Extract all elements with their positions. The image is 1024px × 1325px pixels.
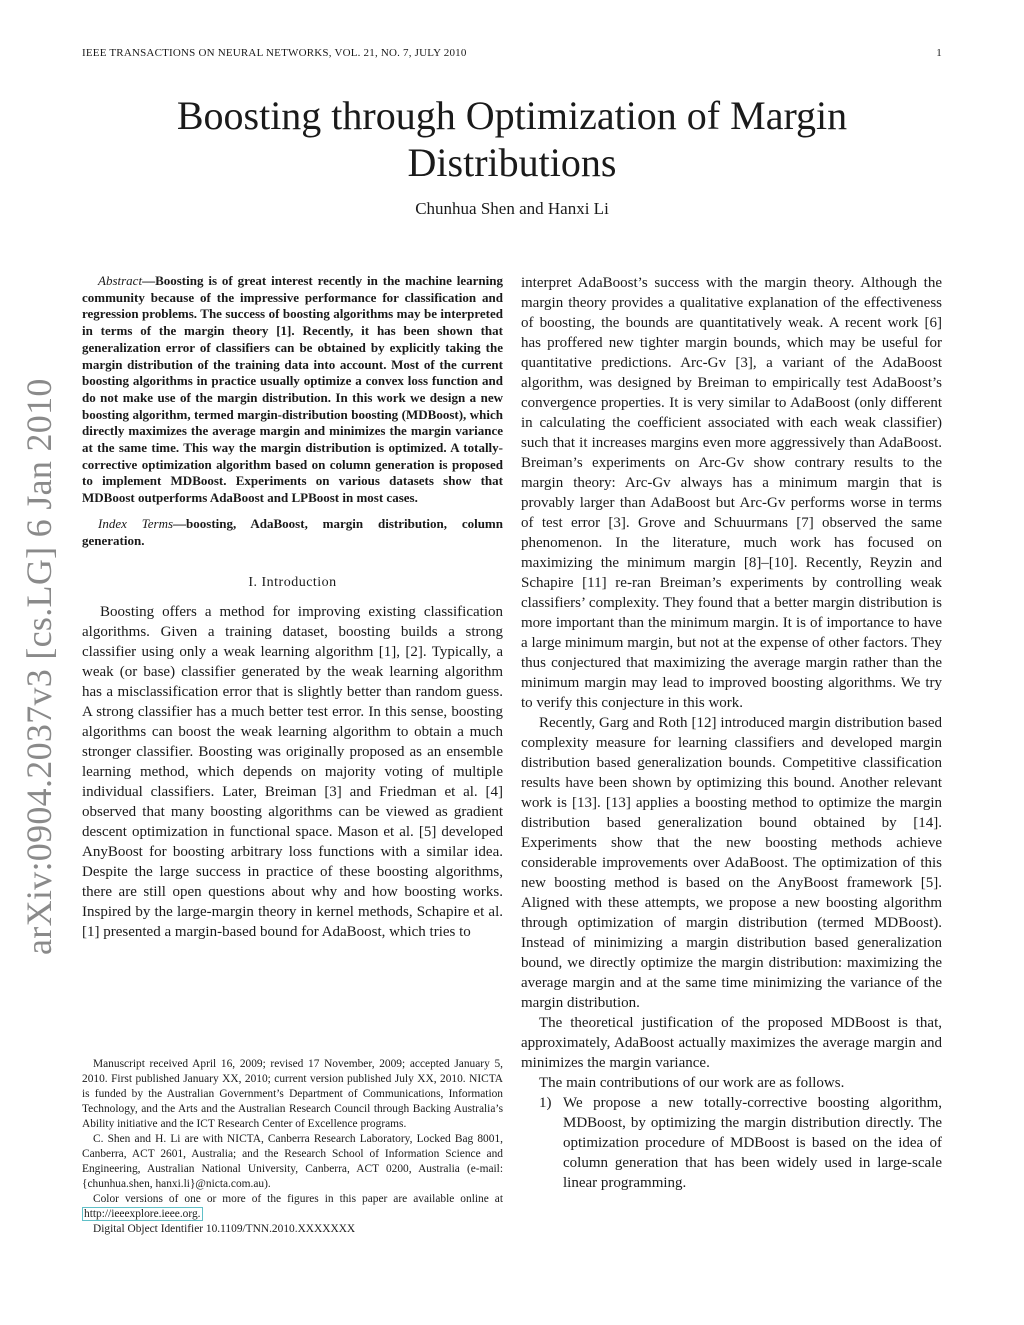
footnote-color-text: Color versions of one or more of the figures in this paper are available online at — [93, 1193, 503, 1205]
intro-body-left — [82, 602, 503, 942]
intro-paragraph-1: Boosting offers a method for improving existing classification algorithms. Given a training dataset, boosting builds a strong classifier using only a weak learning algorithm [1], [2]. Typically, a weak (or base) classifier generated by the weak learning algorithm has a misclassification error that is slightly better than random guess. A strong classifier has a much better test error. In this sense, boosting algorithms can boost the weak learning algorithm to obtain a much stronger classifier. Boosting was originally proposed as an ensemble learning method, which depends on majority voting of multiple individual classifiers. Later, Breiman [3] and Friedman et al. [4] observed that many boosting algorithms can be viewed as gradient descent optimization in functional space. Mason et al. [5] developed AnyBoost for boosting arbitrary loss functions with a similar idea. Despite the large success in practice of these boosting algorithms, there are still open questions about why and how boosting works. Inspired by the large-margin theory in kernel methods, Schapire et al. [1] presented a margin-based bound for AdaBoost, which tries to — [82, 604, 503, 941]
abstract-label: Abstract — [98, 273, 143, 288]
index-terms — [82, 516, 503, 549]
index-terms-text: —boosting, AdaBoost, margin distribution, column generation. — [82, 515, 503, 548]
journal-info: IEEE TRANSACTIONS ON NEURAL NETWORKS, VOL. 21, NO. 7, JULY 2010 — [82, 47, 467, 59]
list-item-text: We propose a new totally-corrective boosting algorithm, MDBoost, by optimizing the margin distribution directly. The optimization procedure of MDBoost is based on the idea of column generation that has been widely used in large-scale linear programming. — [563, 1095, 942, 1191]
list-item — [521, 1093, 942, 1193]
abstract — [82, 273, 503, 507]
intro-paragraph-3: The theoretical justification of the proposed MDBoost is that, approximately, AdaBoost actually maximizes the average margin and minimizes the margin variance. — [521, 1015, 942, 1071]
index-terms-label: Index Terms — [98, 515, 174, 531]
intro-paragraph-2: Recently, Garg and Roth [12] introduced margin distribution based complexity measure for learning classifiers and developed margin distribution based generalization bounds. Competitive classification results have been shown by optimizing this bound. Another relevant work is [13]. [13] applies a boosting method to optimize the margin distribution based generalization bound obtained by [14]. Experiments show that the new boosting methods achieve considerable improvements over AdaBoost. The optimization of this new boosting method is based on the AnyBoost framework [5]. Aligned with these attempts, we propose a new boosting algorithm through optimization of margin distribution (termed MDBoost). Instead of minimizing a margin distribution based generalization bound, we directly optimize the margin distribution: maximizing the average margin and at the same time minimizing the variance of the margin distribution. — [521, 715, 942, 1011]
footnote-doi: Digital Object Identifier 10.1109/TNN.2010.XXXXXXX — [93, 1223, 356, 1235]
intro-paragraph-4: The main contributions of our work are as follows. — [539, 1075, 845, 1091]
list-item-number: 1) — [539, 1095, 552, 1111]
arxiv-stamp: arXiv:0904.2037v3 [cs.LG] 6 Jan 2010 — [19, 378, 59, 955]
running-head — [82, 47, 942, 59]
footnotes — [82, 1057, 503, 1237]
ieeexplore-link[interactable]: http://ieeexplore.ieee.org. — [84, 1208, 201, 1220]
intro-body-right — [521, 273, 942, 1193]
left-column — [82, 273, 503, 942]
contributions-list — [521, 1093, 942, 1193]
footnote-manuscript: Manuscript received April 16, 2009; revised 17 November, 2009; accepted January 5, 2010. First published January XX, 2010; current version published July XX, 2010. NICTA is funded by the Australian Government’s Department of Communications, Information Technology, and the Arts and the Australian Research Council through Backing Australia’s Ability initiative and the ICT Research Center of Excellence programs. — [82, 1058, 503, 1130]
footnote-color-versions — [82, 1192, 503, 1222]
right-column — [521, 273, 942, 1193]
intro-paragraph-continued: interpret AdaBoost’s success with the margin theory. Although the margin theory provides a qualitative explanation of the effectiveness of boosting, the bounds are quantitatively weak. A recent work [6] has proffered new tighter margin bounds, which may be useful for quantitative predictions. Arc-Gv [3], a variant of the AdaBoost algorithm, was designed by Breiman to empirically test AdaBoost’s convergence properties. It is very similar to AdaBoost (only different in calculating the coefficient associated with each weak classifier) such that it increases margins even more aggressively than AdaBoost. Breiman’s experiments on Arc-Gv show contrary results to the margin theory: Arc-Gv always has a minimum margin that is provably larger than AdaBoost but Arc-Gv performs worse in terms of test error [3]. Grove and Schuurmans [7] observed the same phenomenon. In the literature, much work has focused on maximizing the minimum margin [8]–[10]. Recently, Reyzin and Schapire [11] re-ran Breiman’s experiments by controlling weak classifiers’ complexity. They found that a better margin distribution is more important than the minimum margin. It is of importance to have a large minimum margin, but not at the expense of other factors. They thus conjectured that maximizing the average margin rather than the minimum margin may lead to improved boosting algorithms. We try to verify this conjecture in this work. — [521, 275, 942, 711]
paper-authors: Chunhua Shen and Hanxi Li — [415, 199, 609, 218]
abstract-text: —Boosting is of great interest recently in the machine learning community because of the impressive performance for classification and regression problems. The success of boosting algorithms may be interpreted in terms of the margin theory [1]. Recently, it has been shown that generalization error of classifiers can be obtained by explicitly taking the margin distribution of the training data into account. Most of the current boosting algorithms in practice usually optimize a convex loss function and do not make use of the margin distribution. In this work we design a new boosting algorithm, termed margin-distribution boosting (MDBoost), which directly maximizes the average margin and minimizes the margin variance at the same time. This way the margin distribution is optimized. A totally-corrective optimization algorithm based on column generation is proposed to implement MDBoost. Experiments on various datasets show that MDBoost outperforms AdaBoost and LPBoost in most cases. — [82, 273, 503, 506]
page-number: 1 — [936, 47, 942, 59]
section-heading-introduction: I. Introduction — [248, 575, 337, 591]
footnote-affiliation: C. Shen and H. Li are with NICTA, Canberra Research Laboratory, Locked Bag 8001, Canberra, ACT 2601, Australia; and the Research School of Information Science and Engineering, Australian National University, Canberra, ACT 0200, Australia (e-mail: {chunhua.shen, hanxi.li}@nicta.com.au). — [82, 1133, 503, 1190]
paper-title: Boosting through Optimization of Margin Distributions — [176, 93, 848, 185]
